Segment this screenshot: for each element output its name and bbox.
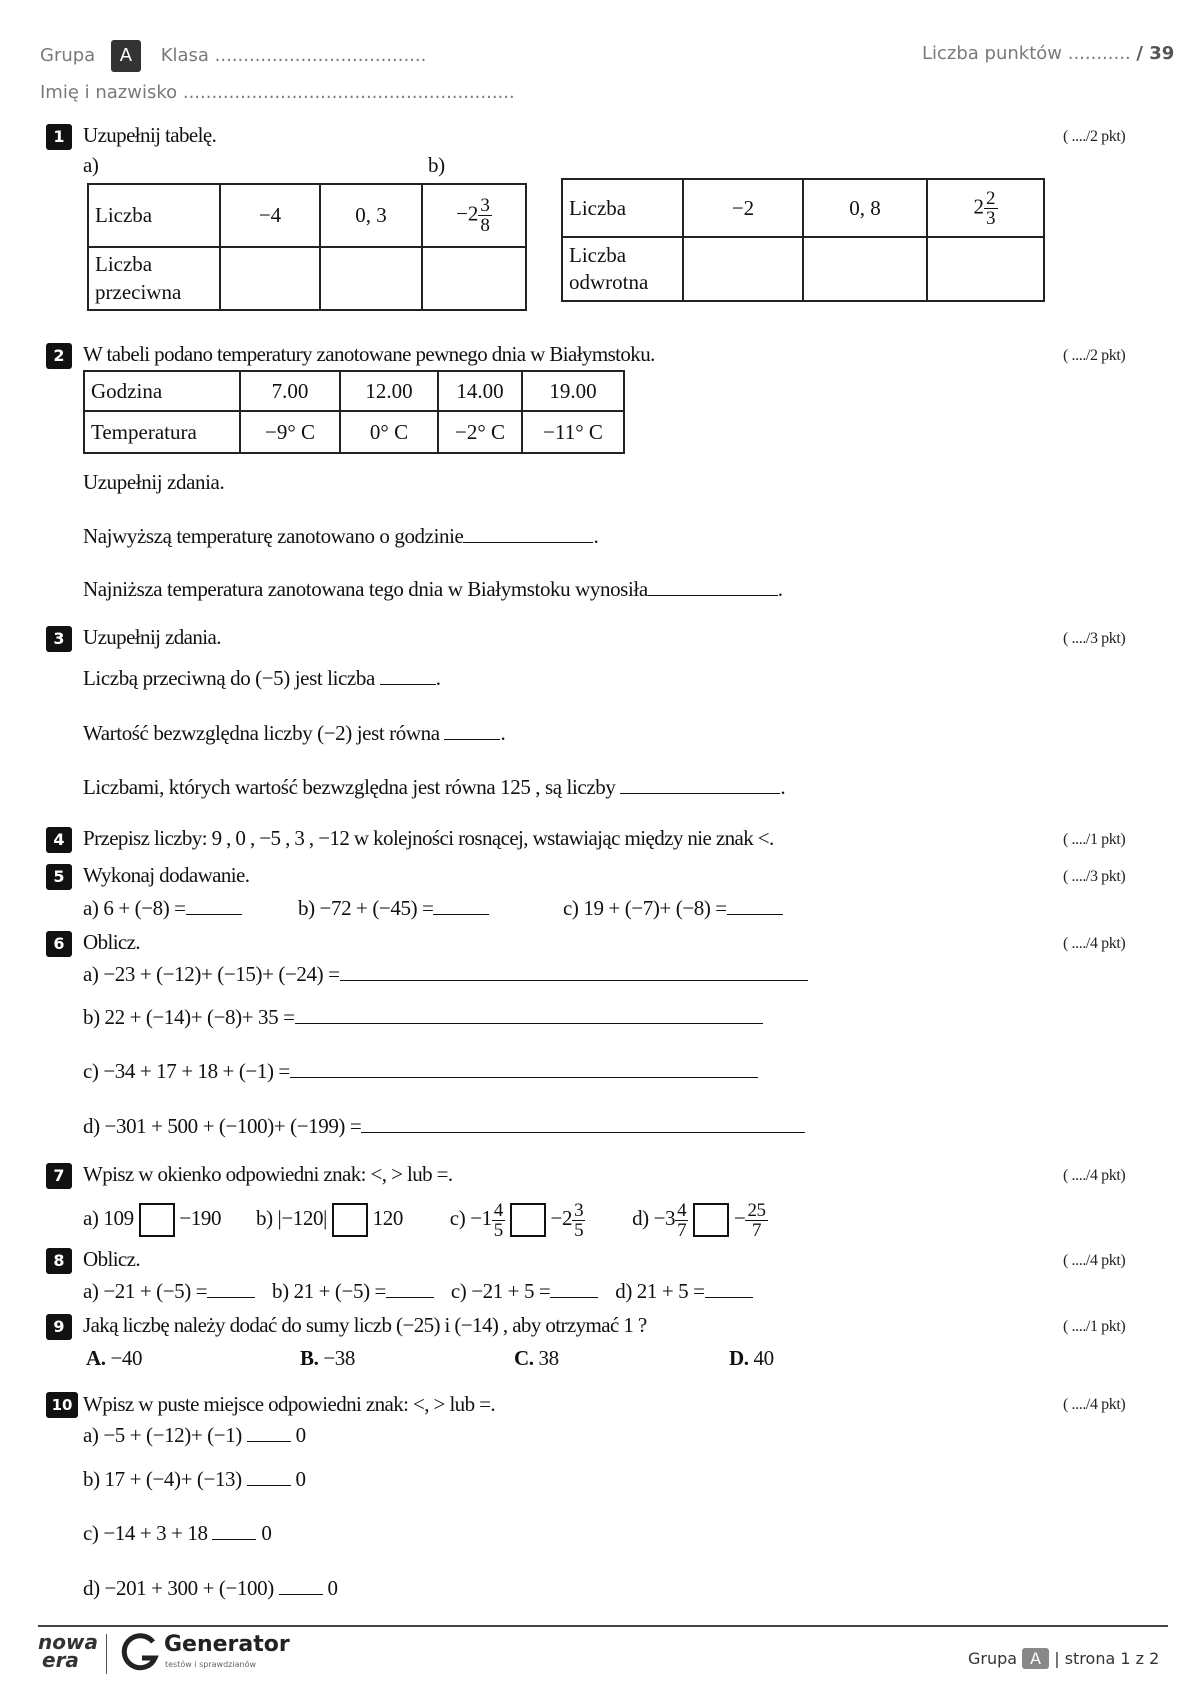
points-slot: ( ..../4 pkt) bbox=[1063, 1396, 1126, 1413]
exercise-a bbox=[83, 1421, 306, 1448]
numerator: 25 bbox=[747, 1199, 766, 1221]
sign-box[interactable] bbox=[139, 1203, 175, 1237]
expression: c) −14 + 3 + 18 bbox=[83, 1521, 208, 1545]
left-operand: d) −3 bbox=[632, 1206, 676, 1230]
row-header: Liczba bbox=[88, 184, 220, 247]
answer-blank[interactable] bbox=[463, 522, 593, 543]
answer-blank[interactable] bbox=[247, 1421, 291, 1442]
generator-tagline: testów i sprawdzianów bbox=[165, 1660, 256, 1669]
expression: b) 17 + (−4)+ (−13) bbox=[83, 1467, 242, 1491]
answer-blank[interactable] bbox=[648, 575, 778, 596]
exercise-c bbox=[563, 894, 783, 921]
question-number: 10 bbox=[46, 1392, 78, 1418]
question-number: 9 bbox=[46, 1314, 72, 1340]
question-text: W tabeli podano temperatury zanotowane pewnego dnia w Białymstoku. bbox=[83, 342, 655, 366]
answer-blank[interactable] bbox=[620, 773, 780, 794]
table-cell bbox=[422, 184, 526, 247]
fraction bbox=[675, 1201, 688, 1240]
exercise-a bbox=[83, 894, 242, 921]
option-key: A. bbox=[86, 1346, 106, 1370]
right-operand: −190 bbox=[179, 1206, 222, 1230]
logo-text-top: nowa bbox=[38, 1630, 98, 1654]
points-slot: ( ..../2 pkt) bbox=[1063, 128, 1126, 145]
option-value: 40 bbox=[753, 1346, 774, 1370]
answer-blank[interactable] bbox=[433, 894, 489, 915]
right-operand: −2 bbox=[550, 1206, 573, 1230]
row-header: Liczba przeciwna bbox=[88, 247, 220, 310]
answer-blank[interactable] bbox=[550, 1277, 598, 1298]
temperature-table bbox=[83, 370, 625, 454]
option-value: 38 bbox=[538, 1346, 559, 1370]
points-slot: ( ..../3 pkt) bbox=[1063, 868, 1126, 885]
denominator: 7 bbox=[751, 1219, 762, 1241]
fraction bbox=[745, 1201, 767, 1240]
exercise-c bbox=[83, 1057, 758, 1084]
left-operand: c) −1 bbox=[449, 1206, 492, 1230]
table-cell: 12.00 bbox=[340, 371, 438, 411]
mixed-whole: 2 bbox=[973, 193, 984, 218]
sentence: Wartość bezwzględna liczby (−2) jest równa . bbox=[83, 721, 506, 745]
question-number: 3 bbox=[46, 626, 72, 652]
answer-blank[interactable] bbox=[295, 1003, 763, 1024]
sign-box[interactable] bbox=[332, 1203, 368, 1237]
answer-cell[interactable] bbox=[927, 237, 1044, 301]
answer-blank[interactable] bbox=[361, 1112, 805, 1133]
expression: c) 19 + (−7)+ (−8) = bbox=[563, 896, 727, 920]
answer-cell[interactable] bbox=[803, 237, 927, 301]
footer-group bbox=[968, 1648, 1159, 1669]
answer-blank[interactable] bbox=[279, 1574, 323, 1595]
expression: c) −21 + 5 = bbox=[450, 1279, 551, 1303]
question-number: 5 bbox=[46, 864, 72, 890]
sentence: Liczbami, których wartość bezwzględna jest równa 125 , są liczby . bbox=[83, 775, 786, 799]
zero: 0 bbox=[295, 1467, 306, 1491]
left-operand: b) |−120| bbox=[256, 1206, 327, 1230]
table-cell: −2° C bbox=[438, 411, 522, 453]
row-header: Liczba bbox=[562, 179, 683, 237]
question-text: Przepisz liczby: 9 , 0 , −5 , 3 , −12 w kolejności rosnącej, wstawiając między nie znak <. bbox=[83, 826, 774, 850]
class-label: Klasa ..................................... bbox=[160, 45, 427, 66]
footer-divider bbox=[38, 1625, 1168, 1627]
exercise-d bbox=[83, 1112, 805, 1139]
points-slot: ( ..../1 pkt) bbox=[1063, 831, 1126, 848]
fraction bbox=[478, 196, 492, 235]
question-number: 1 bbox=[46, 124, 72, 150]
sentence-text: Najniższa temperatura zanotowana tego dnia w Białymstoku wynosiła bbox=[83, 577, 648, 601]
option-key: C. bbox=[514, 1346, 534, 1370]
denominator: 8 bbox=[480, 215, 490, 236]
fraction bbox=[984, 189, 998, 228]
exercise-b bbox=[298, 894, 489, 921]
fraction bbox=[572, 1201, 585, 1240]
expression: a) −5 + (−12)+ (−1) bbox=[83, 1423, 242, 1447]
denominator: 5 bbox=[574, 1219, 584, 1241]
table-cell: −2 bbox=[683, 179, 803, 237]
expression: d) −301 + 500 + (−100)+ (−199) = bbox=[83, 1114, 362, 1138]
question-text: Uzupełnij tabelę. bbox=[83, 123, 217, 147]
answer-blank[interactable] bbox=[186, 894, 242, 915]
answer-cell[interactable] bbox=[683, 237, 803, 301]
table-cell: 7.00 bbox=[240, 371, 340, 411]
answer-blank[interactable] bbox=[386, 1277, 434, 1298]
numerator: 4 bbox=[493, 1199, 503, 1221]
page-indicator: | strona 1 z 2 bbox=[1054, 1649, 1160, 1668]
row-header: Liczba odwrotna bbox=[562, 237, 683, 301]
numerator: 3 bbox=[574, 1199, 584, 1221]
numerator: 2 bbox=[986, 187, 996, 209]
answer-blank[interactable] bbox=[705, 1277, 753, 1298]
generator-g-icon bbox=[120, 1632, 162, 1674]
group-label: Grupa bbox=[40, 45, 96, 66]
fraction bbox=[492, 1201, 505, 1240]
sign-box[interactable] bbox=[510, 1203, 546, 1237]
sentence-text: Liczbami, których wartość bezwzględna jest równa 125 , są liczby bbox=[83, 775, 616, 799]
numerator: 4 bbox=[677, 1199, 687, 1221]
expression: b) 22 + (−14)+ (−8)+ 35 = bbox=[83, 1005, 295, 1029]
table-cell: 19.00 bbox=[522, 371, 624, 411]
group-header bbox=[40, 40, 426, 72]
comparison-d bbox=[632, 1199, 768, 1241]
table-cell: 0° C bbox=[340, 411, 438, 453]
student-name-label: Imię i nazwisko .......................................................... bbox=[40, 82, 515, 103]
right-operand: 120 bbox=[372, 1206, 403, 1230]
right-operand: − bbox=[733, 1206, 746, 1230]
question-number: 6 bbox=[46, 931, 72, 957]
instruction: Uzupełnij zdania. bbox=[83, 470, 225, 494]
option-key: B. bbox=[300, 1346, 319, 1370]
table-cell: 0, 3 bbox=[320, 184, 422, 247]
comparison-row bbox=[83, 1196, 768, 1240]
answer-option-b[interactable] bbox=[300, 1346, 355, 1371]
exercise-d bbox=[83, 1574, 338, 1601]
logo-text-bottom: era bbox=[42, 1648, 79, 1672]
sign-box[interactable] bbox=[693, 1203, 729, 1237]
answer-blank[interactable] bbox=[207, 1277, 255, 1298]
sentence-text: Najwyższą temperaturę zanotowano o godzinie bbox=[83, 524, 464, 548]
comparison-b bbox=[256, 1206, 408, 1230]
answer-blank[interactable] bbox=[727, 894, 783, 915]
answer-blank[interactable] bbox=[290, 1057, 758, 1078]
exercise-c bbox=[83, 1519, 271, 1546]
comparison-a bbox=[83, 1206, 226, 1230]
option-key: D. bbox=[729, 1346, 749, 1370]
table-cell: −11° C bbox=[522, 411, 624, 453]
points-slot: ( ..../2 pkt) bbox=[1063, 347, 1126, 364]
answer-option-c[interactable] bbox=[514, 1346, 559, 1371]
exercise-b bbox=[83, 1003, 763, 1030]
reciprocal-table bbox=[561, 178, 1045, 302]
table-cell bbox=[927, 179, 1044, 237]
left-operand: a) 109 bbox=[83, 1206, 134, 1230]
answer-cell[interactable] bbox=[320, 247, 422, 310]
part-label-a: a) bbox=[83, 153, 99, 177]
zero: 0 bbox=[327, 1576, 338, 1600]
exercise-b bbox=[83, 1465, 306, 1492]
expression: b) −72 + (−45) = bbox=[298, 896, 434, 920]
points-label: Liczba punktów ........... bbox=[922, 43, 1131, 64]
answer-option-a[interactable] bbox=[86, 1346, 142, 1371]
answer-blank[interactable] bbox=[380, 664, 436, 685]
points-slot: ( ..../1 pkt) bbox=[1063, 1318, 1126, 1335]
comparison-c bbox=[449, 1199, 590, 1241]
question-number: 2 bbox=[46, 343, 72, 369]
opposite-number-table bbox=[87, 183, 527, 311]
expression: a) −21 + (−5) = bbox=[83, 1279, 208, 1303]
footer-group-label: Grupa bbox=[968, 1649, 1018, 1668]
question-text: Oblicz. bbox=[83, 930, 141, 954]
question-text: Wpisz w okienko odpowiedni znak: <, > lub =. bbox=[83, 1162, 453, 1186]
option-value: −40 bbox=[110, 1346, 143, 1370]
answer-cell[interactable] bbox=[422, 247, 526, 310]
answer-blank[interactable] bbox=[444, 719, 500, 740]
denominator: 3 bbox=[986, 207, 996, 229]
expression: b) 21 + (−5) = bbox=[272, 1279, 386, 1303]
sentence: Najniższa temperatura zanotowana tego dnia w Białymstoku wynosiła . bbox=[83, 577, 783, 601]
zero: 0 bbox=[261, 1521, 272, 1545]
expression: a) −23 + (−12)+ (−15)+ (−24) = bbox=[83, 962, 340, 986]
generator-brand: Generator bbox=[164, 1632, 290, 1657]
option-value: −38 bbox=[323, 1346, 355, 1370]
question-number: 7 bbox=[46, 1163, 72, 1189]
expression: d) −201 + 300 + (−100) bbox=[83, 1576, 274, 1600]
generator-logo bbox=[120, 1632, 162, 1679]
points-slot: ( ..../4 pkt) bbox=[1063, 1167, 1126, 1184]
part-label-b: b) bbox=[428, 153, 445, 177]
row-header: Temperatura bbox=[84, 411, 240, 453]
answer-blank[interactable] bbox=[340, 960, 808, 981]
expression: a) 6 + (−8) = bbox=[83, 896, 186, 920]
points-slot: ( ..../4 pkt) bbox=[1063, 935, 1126, 952]
sentence-text: Wartość bezwzględna liczby (−2) jest równa bbox=[83, 721, 440, 745]
answer-blank[interactable] bbox=[247, 1465, 291, 1486]
question-text: Oblicz. bbox=[83, 1247, 141, 1271]
zero: 0 bbox=[295, 1423, 306, 1447]
table-cell: −4 bbox=[220, 184, 320, 247]
question-text: Wykonaj dodawanie. bbox=[83, 863, 250, 887]
sentence: Liczbą przeciwną do (−5) jest liczba . bbox=[83, 666, 441, 690]
sentence-text: Liczbą przeciwną do (−5) jest liczba bbox=[83, 666, 375, 690]
group-badge: A bbox=[111, 40, 141, 72]
answer-blank[interactable] bbox=[212, 1519, 256, 1540]
mixed-whole: −2 bbox=[456, 201, 479, 226]
table-cell: −9° C bbox=[240, 411, 340, 453]
denominator: 7 bbox=[677, 1219, 687, 1241]
footer-group-badge: A bbox=[1022, 1648, 1049, 1669]
expression: d) 21 + 5 = bbox=[615, 1279, 705, 1303]
answer-cell[interactable] bbox=[220, 247, 320, 310]
table-cell: 0, 8 bbox=[803, 179, 927, 237]
question-text: Wpisz w puste miejsce odpowiedni znak: <, > lub =. bbox=[83, 1392, 496, 1416]
numerator: 3 bbox=[480, 195, 490, 216]
question-text: Uzupełnij zdania. bbox=[83, 625, 221, 649]
exercise-row bbox=[83, 1277, 753, 1304]
denominator: 5 bbox=[493, 1219, 503, 1241]
points-slot: ( ..../3 pkt) bbox=[1063, 630, 1126, 647]
question-text: Jaką liczbę należy dodać do sumy liczb (−25) i (−14) , aby otrzymać 1 ? bbox=[83, 1313, 647, 1337]
exercise-a bbox=[83, 960, 808, 987]
points-slot: ( ..../4 pkt) bbox=[1063, 1252, 1126, 1269]
nowa-era-logo bbox=[38, 1630, 98, 1672]
row-header: Godzina bbox=[84, 371, 240, 411]
points-header bbox=[922, 43, 1174, 64]
question-number: 4 bbox=[46, 827, 72, 853]
table-cell: 14.00 bbox=[438, 371, 522, 411]
logo-divider bbox=[106, 1634, 107, 1674]
points-total: / 39 bbox=[1136, 43, 1175, 64]
question-number: 8 bbox=[46, 1248, 72, 1274]
answer-option-d[interactable] bbox=[729, 1346, 774, 1371]
sentence: Najwyższą temperaturę zanotowano o godzinie . bbox=[83, 524, 599, 548]
expression: c) −34 + 17 + 18 + (−1) = bbox=[83, 1059, 290, 1083]
